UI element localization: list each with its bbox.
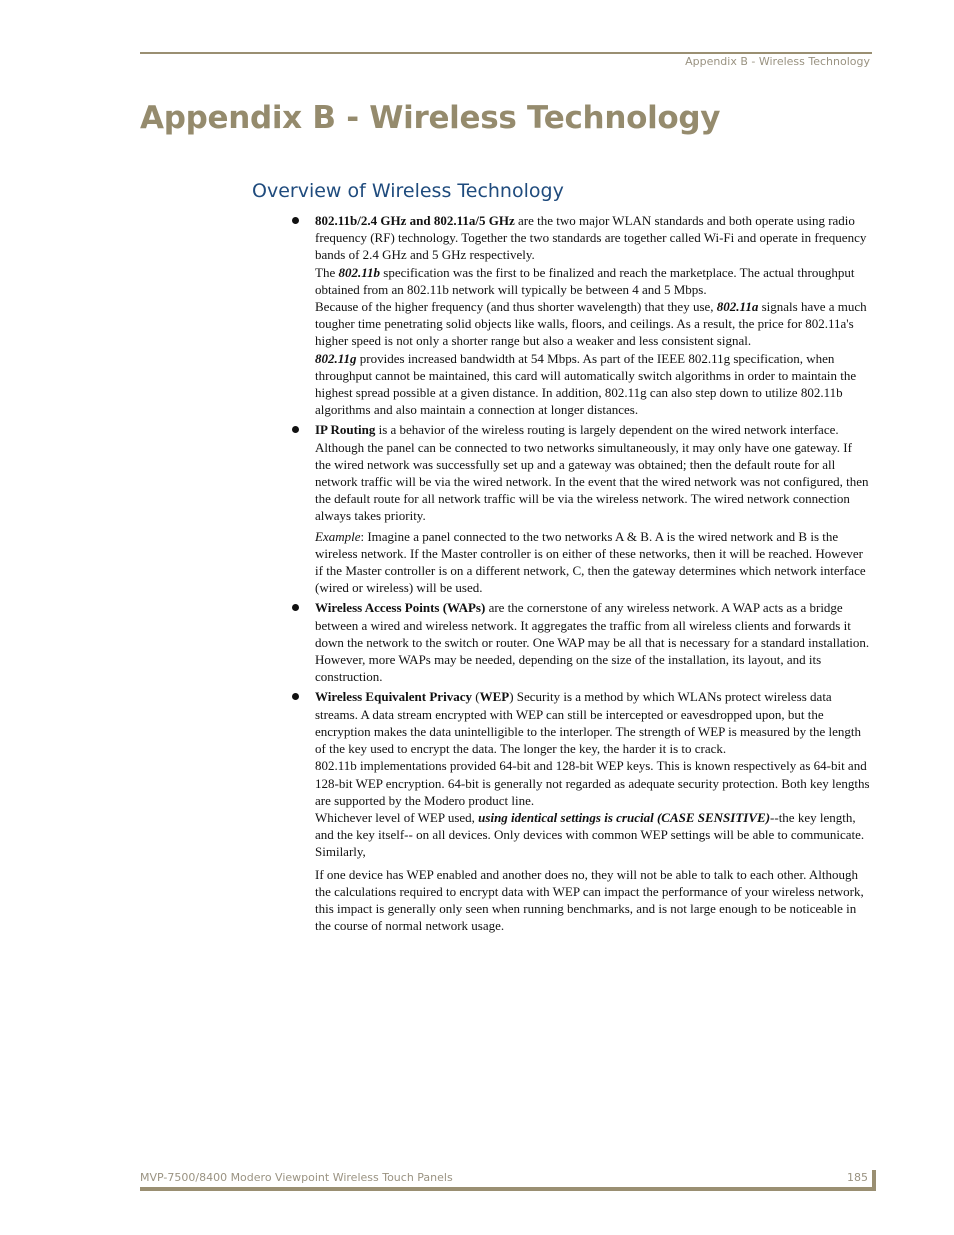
text: --the key length, and the key itself-- on all devices. Only devices with common WEP settings will be able to communicate. Similarly, — [315, 809, 865, 860]
text: Because of the higher frequency (and thus shorter wavelength) that they use, — [315, 299, 717, 315]
bold-term: IP Routing — [315, 422, 376, 438]
page-title: Appendix B - Wireless Technology — [140, 100, 721, 136]
paragraph — [315, 212, 871, 264]
paragraph: If one device has WEP enabled and another does no, they will not be able to talk to each other. Although the calculations required to encrypt data with WEP can impact the performance of your wireless network, this impact is generally only seen when running benchmarks, and is not large enough to be noticeable in the course of normal network usage. — [315, 866, 864, 934]
bold-term: Wireless Equivalent Privacy — [315, 689, 472, 705]
running-header: Appendix B - Wireless Technology — [685, 55, 870, 68]
paragraph — [315, 809, 871, 861]
list-item-wep — [291, 688, 871, 934]
paragraph — [315, 264, 871, 298]
header-rule — [140, 52, 872, 54]
bold-term: 802.11b/2.4 GHz and 802.11a/5 GHz — [315, 213, 515, 228]
paragraph — [315, 421, 871, 524]
text: specification was the first to be finalized and reach the marketplace. The actual throughput obtained from an 802.11b network will typically be between 4 and 5 Mbps. — [315, 264, 855, 297]
bold-term: WEP — [479, 689, 510, 705]
text: ) Security is a method by which WLANs protect wireless data streams. A data stream encrypted with WEP can still be intercepted or eavesdropped upon, but the encryption makes the data unintelligible to the interloper. The strength of WEP is measured by the length of the key used to encrypt the data. The longer the key, the harder it is to crack. — [315, 689, 861, 757]
list-item-ip-routing — [291, 421, 871, 596]
text: is a behavior of the wireless routing is largely dependent on the wired network interface. Although the panel can be connected to two networks simultaneously, it may only have one gateway. If the wired network was successfully set up and a gateway was obtained; then the default route for all network traffic will be via the wired network. In the event that the wired network was not configured, then the default route for all network traffic will be via the wireless network. The wired network connection always takes priority. — [315, 422, 869, 524]
text: provides increased bandwidth at 54 Mbps. As part of the IEEE 802.11g specification, when throughput cannot be maintained, this card will automatically switch algorithms in order to maintain the highest spread possible at a given distance. In addition, 802.11g can also step down to utilize 802.11b algorithms and also maintain a connection at longer distances. — [315, 350, 857, 418]
emphasis-term: 802.11a — [716, 299, 759, 315]
bullet-icon — [292, 693, 299, 700]
text: are the cornerstone of any wireless network. A WAP acts as a bridge between a wired and wireless network. It aggregates the traffic from all wireless clients and forwards it down the network to the switch or router. One WAP may be all that is necessary for a standard installation. However, more WAPs may be needed, depending on the size of the installation, its layout, and its construction. — [315, 600, 870, 685]
body-content — [291, 212, 871, 937]
paragraph — [315, 298, 871, 350]
paragraph: 802.11b implementations provided 64-bit and 128-bit WEP keys. This is known respectively as 64-bit and 128-bit WEP encryption. 64-bit is generally not regarded as adequate security protection. Both key lengths are supported by the Modero product line. — [315, 758, 870, 808]
paragraph — [315, 350, 871, 419]
text: : Imagine a panel connected to the two networks A & B. A is the wired network and B is the wireless network. If the Master controller is on either of these networks, then it will be reached. However if the Master controller is on a different network, C, then the gateway determines which network interface (wired or wireless) will be used. — [315, 528, 866, 596]
text: ( — [471, 689, 480, 705]
list-item-wlan — [291, 212, 871, 418]
text: The — [315, 264, 339, 280]
italic-term: Example — [315, 528, 361, 544]
footer-product: MVP-7500/8400 Modero Viewpoint Wireless Touch Panels — [140, 1171, 453, 1184]
page-number: 185 — [847, 1171, 868, 1184]
list-item-wap — [291, 599, 871, 685]
paragraph — [315, 688, 871, 757]
emphasis-term: 802.11b — [338, 264, 381, 280]
bullet-icon — [292, 426, 299, 433]
emphasis-term: using identical settings is crucial (CASE SENSITIVE) — [478, 809, 771, 825]
text: Whichever level of WEP used, — [315, 809, 479, 825]
paragraph — [315, 599, 871, 685]
bullet-icon — [292, 217, 299, 224]
bullet-icon — [292, 604, 299, 611]
text: are the two major WLAN standards and both operate using radio frequency (RF) technology. Together the two standards are together called Wi-Fi and operate in frequency bands of 2.4 GHz and 5 GHz respectively. — [315, 213, 867, 263]
bold-term: Wireless Access Points (WAPs) — [315, 600, 486, 616]
text: signals have a much tougher time penetrating solid objects like walls, floors, and ceilings. As a result, the price for 802.11a's higher speed is not only a shorter range but also a weaker and less consistent signal. — [315, 299, 867, 349]
section-title: Overview of Wireless Technology — [252, 180, 564, 202]
emphasis-term: 802.11g — [315, 350, 357, 366]
footer-rule — [140, 1187, 876, 1191]
paragraph — [315, 528, 871, 597]
